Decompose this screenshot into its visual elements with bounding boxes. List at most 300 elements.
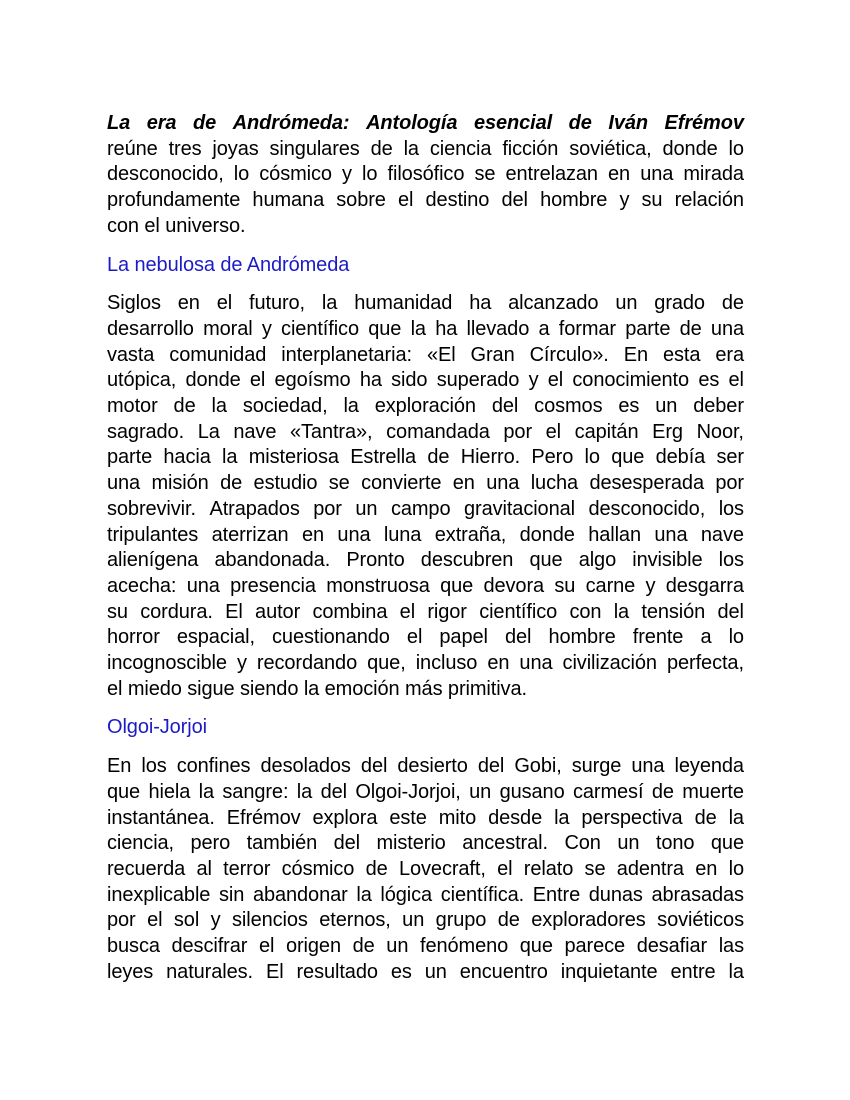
text-line bbox=[107, 780, 744, 806]
word: lo bbox=[728, 626, 744, 649]
word: ha bbox=[359, 369, 382, 392]
word: moral bbox=[203, 317, 253, 340]
word: soviética, bbox=[569, 137, 652, 160]
text-line bbox=[107, 188, 744, 214]
word: un bbox=[386, 935, 409, 958]
word: carne bbox=[585, 574, 636, 597]
text-line bbox=[107, 368, 744, 394]
text-line bbox=[107, 445, 744, 471]
word: desgarra bbox=[665, 574, 744, 597]
word: esencial bbox=[473, 112, 553, 134]
word: en bbox=[177, 292, 200, 315]
word: del bbox=[360, 755, 388, 778]
text-line bbox=[107, 960, 744, 986]
word: la bbox=[554, 806, 570, 829]
word: en bbox=[301, 523, 324, 546]
word: surge bbox=[571, 755, 622, 778]
word: exploración bbox=[374, 395, 476, 418]
word: Atrapados bbox=[209, 497, 300, 520]
word: descifrar bbox=[171, 935, 248, 958]
word: Gobi, bbox=[514, 755, 562, 778]
word: el bbox=[545, 420, 562, 443]
word: humana bbox=[252, 189, 325, 212]
word: sin bbox=[218, 883, 245, 906]
word: sol bbox=[173, 909, 200, 932]
word: relato bbox=[523, 857, 574, 880]
word: lo bbox=[362, 163, 378, 186]
text-line bbox=[107, 651, 744, 677]
word: Erg bbox=[652, 420, 683, 443]
word: abandonada. bbox=[214, 549, 331, 572]
word: inexplicable bbox=[107, 883, 211, 906]
word: que bbox=[529, 549, 563, 572]
word: grado bbox=[654, 292, 705, 315]
word: un bbox=[355, 497, 378, 520]
word: el bbox=[216, 292, 233, 315]
word: la bbox=[728, 806, 744, 829]
word: campo bbox=[390, 497, 451, 520]
word: hallan bbox=[588, 523, 641, 546]
word: futuro, bbox=[249, 292, 306, 315]
text-line bbox=[107, 317, 744, 343]
word: del bbox=[491, 395, 519, 418]
word: recuerda bbox=[107, 857, 186, 880]
word: una bbox=[710, 317, 744, 340]
heading-olgoi-jorjoi: Olgoi-Jorjoi bbox=[107, 716, 207, 739]
word: Estrella bbox=[350, 446, 417, 469]
word: inquietante bbox=[560, 960, 658, 983]
word: la bbox=[321, 292, 338, 315]
nebulosa-paragraph bbox=[107, 291, 744, 702]
word: de bbox=[370, 137, 393, 160]
word: en bbox=[695, 857, 718, 880]
word: silencios bbox=[231, 909, 308, 932]
word: por bbox=[715, 472, 744, 495]
word: La bbox=[197, 420, 220, 443]
word: lo bbox=[728, 857, 744, 880]
word: desconocido, bbox=[107, 163, 224, 186]
word: sobre bbox=[336, 189, 386, 212]
word: que bbox=[710, 832, 744, 855]
word: esta bbox=[662, 343, 701, 366]
word: desesperada bbox=[589, 472, 704, 495]
word: la bbox=[613, 600, 630, 623]
word: de bbox=[365, 857, 388, 880]
word: sociedad, bbox=[242, 395, 328, 418]
word: deber bbox=[693, 395, 744, 418]
word: busca bbox=[107, 935, 160, 958]
word: eternos, bbox=[319, 909, 391, 932]
word: ha bbox=[469, 292, 492, 315]
text-line bbox=[107, 934, 744, 960]
word: En bbox=[623, 343, 648, 366]
word: por bbox=[107, 909, 136, 932]
word: ciencia, bbox=[107, 832, 175, 855]
word: una bbox=[640, 163, 674, 186]
word: relación bbox=[674, 189, 744, 212]
word: parte bbox=[625, 317, 671, 340]
word: tensión bbox=[641, 600, 706, 623]
word: un bbox=[424, 960, 447, 983]
word: lo bbox=[728, 137, 744, 160]
word: que bbox=[611, 446, 645, 469]
word: y bbox=[619, 189, 630, 212]
word: una bbox=[519, 652, 553, 675]
word: horror bbox=[107, 626, 160, 649]
text-line bbox=[107, 162, 744, 188]
word: origen bbox=[285, 935, 341, 958]
word: mirada bbox=[683, 163, 744, 186]
word: en bbox=[452, 472, 475, 495]
word: una bbox=[654, 523, 688, 546]
word: del bbox=[333, 832, 360, 855]
word: conocimiento bbox=[572, 369, 690, 392]
word: los bbox=[718, 497, 744, 520]
word: la bbox=[343, 395, 359, 418]
word: extraña, bbox=[434, 523, 507, 546]
word: de bbox=[694, 806, 717, 829]
word: mito bbox=[438, 806, 477, 829]
word: aterrizan bbox=[211, 523, 289, 546]
word: interplanetaria: bbox=[281, 343, 412, 366]
text-line bbox=[107, 548, 744, 574]
word: a bbox=[700, 626, 712, 649]
word: Círculo». bbox=[529, 343, 609, 366]
word: tres bbox=[168, 137, 202, 160]
word: incluso bbox=[415, 652, 478, 675]
word: formar bbox=[558, 317, 616, 340]
word: filosófico bbox=[387, 163, 465, 186]
text-line bbox=[107, 574, 744, 600]
word: su bbox=[641, 189, 663, 212]
word: cósmico bbox=[259, 163, 332, 186]
word: lo bbox=[584, 446, 600, 469]
word: perfecta, bbox=[666, 652, 744, 675]
word: explora bbox=[312, 806, 378, 829]
word: del bbox=[717, 600, 744, 623]
word: de bbox=[568, 112, 592, 134]
text-line: el miedo sigue siendo la emoción más primitiva. bbox=[107, 677, 527, 700]
word: Antología bbox=[366, 112, 458, 134]
word: de bbox=[193, 112, 217, 134]
word: estudio bbox=[253, 472, 318, 495]
word: desierto bbox=[397, 755, 468, 778]
text-line bbox=[107, 137, 744, 163]
word: parte bbox=[107, 446, 153, 469]
word: la bbox=[296, 780, 313, 803]
word: lógica bbox=[380, 883, 433, 906]
word: combina bbox=[312, 600, 388, 623]
word: se bbox=[474, 163, 496, 186]
word: vasta bbox=[107, 343, 155, 366]
word: los bbox=[141, 755, 167, 778]
word: Pero bbox=[531, 446, 574, 469]
word: desconocido, bbox=[588, 497, 706, 520]
word: tono bbox=[655, 832, 695, 855]
word: en bbox=[608, 163, 631, 186]
word: autor bbox=[255, 600, 301, 623]
word: se bbox=[328, 472, 350, 495]
word: incognoscible bbox=[107, 652, 227, 675]
word: alienígena bbox=[107, 549, 199, 572]
word: y bbox=[528, 369, 539, 392]
text-line bbox=[107, 831, 744, 857]
word: una bbox=[337, 523, 371, 546]
word: una bbox=[631, 755, 665, 778]
word: de bbox=[220, 472, 243, 495]
word: reúne bbox=[107, 137, 158, 160]
intro-paragraph bbox=[107, 111, 744, 240]
word: de bbox=[679, 317, 702, 340]
word: por bbox=[503, 420, 533, 443]
word: del bbox=[320, 780, 347, 803]
word: Noor, bbox=[696, 420, 744, 443]
word: Pronto bbox=[346, 549, 405, 572]
text-line bbox=[107, 523, 744, 549]
word: Siglos bbox=[107, 292, 161, 315]
word: desafiar bbox=[636, 935, 708, 958]
word: terror bbox=[223, 857, 271, 880]
word: debía bbox=[655, 446, 706, 469]
word: adentra bbox=[616, 857, 684, 880]
word: Iván bbox=[608, 112, 648, 134]
word: una bbox=[107, 472, 141, 495]
word: Olgoi-Jorjoi, bbox=[355, 780, 461, 803]
olgoi-jorjoi-paragraph bbox=[107, 754, 744, 985]
word: Andrómeda: bbox=[232, 112, 350, 134]
word: la bbox=[403, 137, 419, 160]
word: científico bbox=[479, 600, 558, 623]
word: muerte bbox=[682, 780, 744, 803]
word: la bbox=[728, 960, 744, 983]
word: leyenda bbox=[674, 755, 744, 778]
word: destino bbox=[425, 189, 490, 212]
word: naturales. bbox=[166, 960, 253, 983]
word: el bbox=[728, 369, 744, 392]
word: su bbox=[554, 574, 576, 597]
word: exploradores bbox=[531, 909, 646, 932]
word: cosmos bbox=[534, 395, 603, 418]
word: y bbox=[645, 574, 656, 597]
heading-la-nebulosa-de-andromeda: La nebulosa de Andrómeda bbox=[107, 253, 350, 276]
word: joyas bbox=[212, 137, 259, 160]
word: civilización bbox=[562, 652, 657, 675]
word: fenómeno bbox=[419, 935, 509, 958]
word: la bbox=[222, 446, 238, 469]
word: el bbox=[249, 369, 266, 392]
word: instantánea. bbox=[107, 806, 215, 829]
word: utópica, bbox=[107, 369, 177, 392]
word: encuentro bbox=[459, 960, 548, 983]
word: Gran bbox=[470, 343, 515, 366]
word: gravitacional bbox=[463, 497, 575, 520]
word: singulares bbox=[269, 137, 360, 160]
word: humanidad bbox=[354, 292, 453, 315]
book-title-line bbox=[107, 111, 744, 137]
word: sido bbox=[391, 369, 428, 392]
word: «El bbox=[426, 343, 456, 366]
word: era bbox=[146, 112, 177, 134]
word: Con bbox=[564, 832, 601, 855]
word: ha bbox=[435, 317, 458, 340]
word: de bbox=[173, 395, 196, 418]
word: el bbox=[497, 857, 513, 880]
word: recordando bbox=[256, 652, 358, 675]
word: la bbox=[211, 395, 227, 418]
word: es bbox=[698, 369, 720, 392]
word: leyes bbox=[107, 960, 154, 983]
word: capitán bbox=[574, 420, 639, 443]
text-line bbox=[107, 600, 744, 626]
text-line bbox=[107, 343, 744, 369]
word: acecha: bbox=[107, 574, 177, 597]
word: científico bbox=[281, 317, 359, 340]
word: monstruosa bbox=[326, 574, 430, 597]
word: desolados bbox=[260, 755, 351, 778]
word: hombre bbox=[548, 626, 616, 649]
word: devora bbox=[483, 574, 545, 597]
word: perspectiva bbox=[581, 806, 683, 829]
word: dunas bbox=[588, 883, 643, 906]
word: desarrollo bbox=[107, 317, 194, 340]
word: y bbox=[236, 652, 247, 675]
word: y bbox=[342, 163, 352, 186]
word: La bbox=[107, 112, 131, 134]
word: de bbox=[427, 446, 450, 469]
word: Entre bbox=[532, 883, 581, 906]
word: grupo bbox=[435, 909, 487, 932]
word: comandada bbox=[386, 420, 490, 443]
word: luna bbox=[383, 523, 422, 546]
text-line bbox=[107, 497, 744, 523]
word: cuestionando bbox=[272, 626, 390, 649]
word: cósmico bbox=[281, 857, 355, 880]
word: la bbox=[356, 883, 372, 906]
word: nave bbox=[233, 420, 277, 443]
word: hacia bbox=[163, 446, 211, 469]
word: el bbox=[547, 369, 564, 392]
word: del bbox=[504, 626, 532, 649]
word: del bbox=[477, 755, 505, 778]
word: cordura. bbox=[140, 600, 213, 623]
word: sobrevivir. bbox=[107, 497, 196, 520]
word: un bbox=[615, 292, 638, 315]
word: también bbox=[246, 832, 318, 855]
word: las bbox=[718, 935, 744, 958]
word: alcanzado bbox=[508, 292, 599, 315]
word: hombre bbox=[540, 189, 608, 212]
word: El bbox=[265, 960, 284, 983]
word: misión bbox=[151, 472, 209, 495]
word: un bbox=[655, 395, 678, 418]
word: la bbox=[410, 317, 426, 340]
word: En bbox=[107, 755, 132, 778]
word: que, bbox=[367, 652, 406, 675]
word: de bbox=[497, 909, 520, 932]
word: entrelazan bbox=[505, 163, 598, 186]
word: a bbox=[538, 317, 550, 340]
word: una bbox=[186, 574, 220, 597]
text-line bbox=[107, 908, 744, 934]
word: en bbox=[487, 652, 510, 675]
word: espacial, bbox=[176, 626, 255, 649]
word: misterio bbox=[376, 832, 446, 855]
word: profundamente bbox=[107, 189, 241, 212]
word: comunidad bbox=[169, 343, 267, 366]
word: hiela bbox=[148, 780, 191, 803]
word: Lovecraft, bbox=[398, 857, 486, 880]
word: lucha bbox=[530, 472, 579, 495]
word: que bbox=[368, 317, 402, 340]
word: donde bbox=[519, 523, 575, 546]
text-line bbox=[107, 883, 744, 909]
text-line bbox=[107, 394, 744, 420]
word: Hierro. bbox=[460, 446, 521, 469]
word: papel bbox=[439, 626, 488, 649]
word: su bbox=[107, 600, 128, 623]
word: lo bbox=[233, 163, 250, 186]
word: una bbox=[486, 472, 520, 495]
text-line bbox=[107, 754, 744, 780]
word: de bbox=[352, 935, 375, 958]
word: tripulantes bbox=[107, 523, 199, 546]
word: ciencia bbox=[429, 137, 492, 160]
word: El bbox=[225, 600, 243, 623]
word: un bbox=[617, 832, 640, 855]
word: convierte bbox=[361, 472, 442, 495]
word: que bbox=[107, 780, 141, 803]
word: donde bbox=[662, 137, 718, 160]
word: Efrémov bbox=[226, 806, 301, 829]
word: descubren bbox=[420, 549, 514, 572]
word: presencia bbox=[230, 574, 316, 597]
text-line bbox=[107, 420, 744, 446]
text-line bbox=[107, 291, 744, 317]
word: rigor bbox=[427, 600, 467, 623]
word: motor bbox=[107, 395, 158, 418]
word: ficción bbox=[502, 137, 559, 160]
word: sangre: bbox=[222, 780, 289, 803]
word: el bbox=[399, 600, 416, 623]
word: se bbox=[584, 857, 606, 880]
word: desde bbox=[488, 806, 543, 829]
text-line bbox=[107, 806, 744, 832]
word: algo bbox=[578, 549, 617, 572]
book-description bbox=[107, 111, 744, 986]
word: gusano bbox=[499, 780, 565, 803]
word: que bbox=[519, 935, 553, 958]
word: Efrémov bbox=[664, 112, 744, 134]
word: era bbox=[715, 343, 744, 366]
word: un bbox=[402, 909, 425, 932]
word: del bbox=[501, 189, 528, 212]
word: egoísmo bbox=[274, 369, 351, 392]
word: abrasadas bbox=[651, 883, 744, 906]
word: es bbox=[618, 395, 640, 418]
word: el bbox=[397, 189, 414, 212]
word: donde bbox=[185, 369, 241, 392]
word: el bbox=[147, 909, 163, 932]
word: sagrado. bbox=[107, 420, 185, 443]
word: un bbox=[469, 780, 492, 803]
word: nave bbox=[700, 523, 744, 546]
word: carmesí bbox=[572, 780, 644, 803]
word: y bbox=[261, 317, 272, 340]
text-line bbox=[107, 625, 744, 651]
word: y bbox=[210, 909, 221, 932]
word: llevado bbox=[466, 317, 530, 340]
word: ancestral. bbox=[462, 832, 548, 855]
